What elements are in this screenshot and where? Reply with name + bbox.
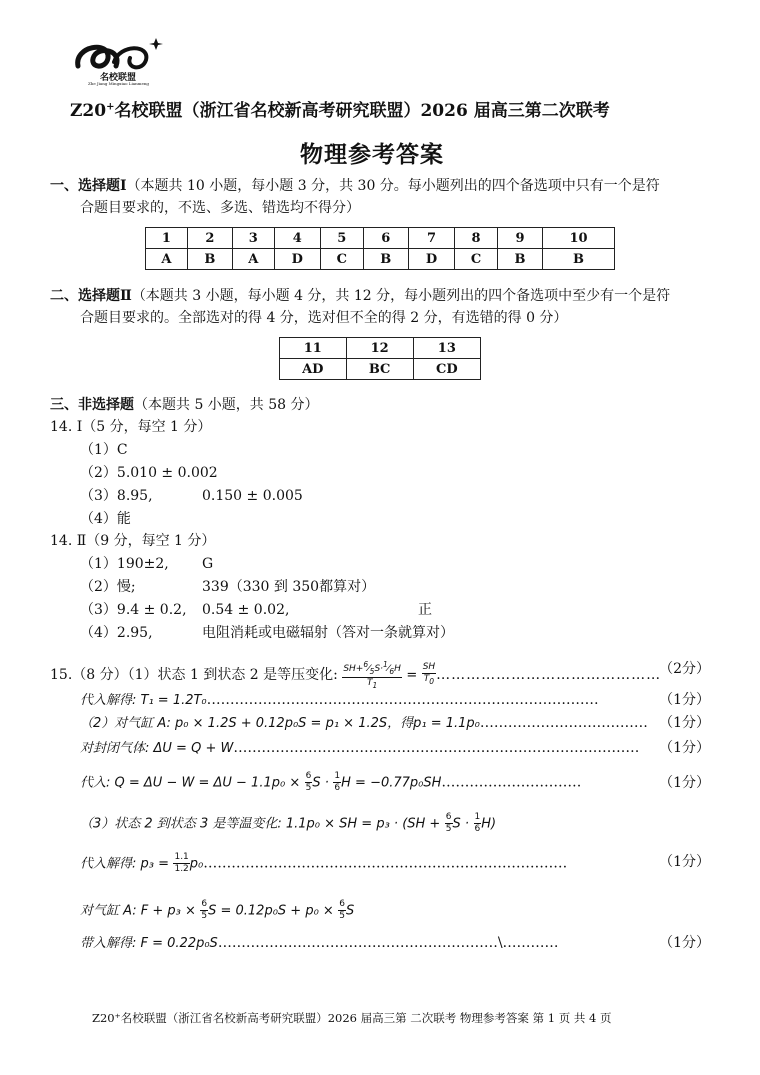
q15-line4: 对封闭气体: ΔU = Q + W……………………………………………………………………………	[80, 740, 640, 756]
header-title-rest: 名校联盟（浙江省名校新高考研究联盟）2026 届高三第二次联考	[114, 101, 610, 121]
answer-table-1	[145, 227, 615, 270]
q15-line3-text: （2）对气缸 A: p₀ × 1.2S + 0.12p₀S = p₁ × 1.2S，得p₁ = 1.1p₀	[80, 716, 480, 731]
section3-desc: （本题共 5 小题，共 58 分）	[134, 397, 319, 413]
q15-line7-post: p₀	[189, 856, 204, 872]
q14b-title: 14. Ⅱ（9 分，每空 1 分）	[50, 533, 216, 549]
answer-cell: D	[274, 249, 320, 270]
q15-line5-pre: 代入: Q = ΔU − W = ΔU − 1.1p₀ ×	[80, 775, 301, 791]
q14b-line2a: （2）慢;	[80, 579, 136, 595]
q15-line5-post: = −0.77p₀SH	[355, 775, 442, 791]
q14b-line2b: 339（330 到 350都算对）	[202, 579, 376, 595]
q15-line7-score: （1分）	[659, 854, 710, 870]
q15-line1: 15.（8 分）（1）状态 1 到状态 2 是等压变化: $\frac{SH+^6⁄_5S\cdot^1⁄_6H}{T_1}$ = $\frac{SH}{T_0}$ ………………………………………	[50, 660, 662, 690]
answer-cell: C	[320, 249, 363, 270]
q14a-line2: （2）5.010 ± 0.002	[80, 465, 218, 481]
header-title-z20: Z20	[70, 101, 107, 121]
question-number-cell: 5	[320, 228, 363, 249]
q14a-title: 14. Ⅰ（5 分，每空 1 分）	[50, 419, 212, 435]
q15-line4-score: （1分）	[659, 740, 710, 756]
answer-cell: B	[363, 249, 408, 270]
section1-desc2: 合题目要求的，不选、多选、错选均不得分）	[80, 200, 360, 216]
q15-line2: 代入解得: T₁ = 1.2T₀…………………………………………………………………………	[80, 692, 599, 708]
q15-line9-score: （1分）	[659, 935, 710, 951]
q15-line6: （3）状态 2 到状态 3 是等温变化: 1.1p₀ × SH = p₃ · (SH + $\frac{6}{5}$ S · $\frac{1}{6}$ H)	[80, 812, 497, 834]
q14b-line1b: G	[202, 556, 214, 572]
question-number-cell: 12	[346, 338, 413, 359]
logo-text: 名校联盟	[100, 73, 137, 83]
question-number-cell: 6	[363, 228, 408, 249]
q15-eq1-left: $\frac{SH+^6⁄_5S\cdot^1⁄_6H}{T_1}$	[343, 660, 401, 690]
answer-table-2-numbers	[280, 338, 481, 359]
q15-line9: 带入解得: F = 0.22p₀S……………………………………………………\…………	[80, 935, 559, 951]
section3-head: 三、非选择题	[50, 397, 134, 413]
logo	[70, 36, 165, 86]
q15-line8-mid: S = 0.12p₀S + p₀ ×	[208, 903, 334, 919]
answer-cell: D	[408, 249, 454, 270]
q15-line8-pre: 对气缸 A: F + p₃ ×	[80, 903, 196, 919]
section2-head: 二、选择题Ⅱ	[50, 288, 132, 304]
question-number-cell: 9	[497, 228, 542, 249]
q15-line8-post: S	[346, 903, 355, 919]
section1-line1	[50, 176, 660, 196]
q14a-line4: （4）能	[80, 511, 131, 527]
q14b-line1a: （1）190±2,	[80, 556, 169, 572]
q15-line9-tail: \	[497, 935, 503, 951]
answer-cell: B	[543, 249, 615, 270]
page-title: 物理参考答案	[300, 141, 444, 168]
section2-desc1: （本题共 3 小题，每小题 4 分，共 12 分，每小题列出的四个备选项中至少有一个是符	[131, 288, 671, 304]
answer-cell: B	[497, 249, 542, 270]
question-number-cell: 11	[280, 338, 347, 359]
section2-desc2: 合题目要求的。全部选对的得 4 分，选对但不全的得 2 分，有选错的得 0 分）	[80, 310, 568, 326]
q14b-line3c: 正	[418, 602, 432, 618]
question-number-cell: 2	[187, 228, 232, 249]
question-number-cell: 13	[413, 338, 480, 359]
answer-table-2-answers	[280, 359, 481, 380]
q15-line9-text: 带入解得: F = 0.22p₀S	[80, 936, 218, 951]
answer-cell: B	[187, 249, 232, 270]
section1-desc1: （本题共 10 小题，每小题 3 分，共 30 分。每小题列出的四个备选项中只有一个是符	[126, 178, 660, 194]
q14b-line4a: （4）2.95,	[80, 625, 153, 641]
answer-cell: C	[455, 249, 498, 270]
q15-line7-pre: 代入解得: p₃ =	[80, 856, 170, 872]
question-number-cell: 10	[543, 228, 615, 249]
q15-line2-text: 代入解得: T₁ = 1.2T₀	[80, 693, 207, 708]
q15-line1-prefix: 15.（8 分）（1）状态 1 到状态 2 是等压变化:	[50, 666, 338, 683]
answer-cell: BC	[346, 359, 413, 380]
question-number-cell: 1	[146, 228, 188, 249]
logo-subtext: Zhe Jiang Mingxiao Lianmeng	[88, 81, 149, 86]
q15-line4-text: 对封闭气体: ΔU = Q + W	[80, 741, 234, 756]
q14b-line4b: 电阻消耗或电磁辐射（答对一条就算对）	[202, 625, 454, 641]
question-number-cell: 4	[274, 228, 320, 249]
answer-cell: A	[146, 249, 188, 270]
q15-line6-post: H)	[481, 816, 497, 832]
q15-line5: 代入: Q = ΔU − W = ΔU − 1.1p₀ × $\frac{6}{5}$ S · $\frac{1}{6}$ H = −0.77p₀SH…………………………	[80, 771, 582, 793]
question-number-cell: 8	[455, 228, 498, 249]
header-title	[70, 96, 610, 121]
answer-table-2	[279, 337, 481, 380]
q15-line1-score: （2分）	[659, 661, 710, 677]
question-number-cell: 7	[408, 228, 454, 249]
question-number-cell: 3	[232, 228, 274, 249]
q14a-line3b: 0.150 ± 0.005	[202, 488, 303, 504]
q15-line5-score: （1分）	[659, 775, 710, 791]
q14a-line3a: （3）8.95,	[80, 488, 153, 504]
q15-eq1-right: $\frac{SH}{T_0}$	[422, 662, 436, 687]
q14b-line3b: 0.54 ± 0.02,	[202, 602, 290, 618]
q15-line3-score: （1分）	[659, 715, 710, 731]
q15-line2-score: （1分）	[659, 692, 710, 708]
section1-head: 一、选择题Ⅰ	[50, 178, 127, 194]
answer-cell: AD	[280, 359, 347, 380]
q15-line3: （2）对气缸 A: p₀ × 1.2S + 0.12p₀S = p₁ × 1.2S，得p₁ = 1.1p₀………………………………	[80, 715, 648, 731]
q15-line6-pre: （3）状态 2 到状态 3 是等温变化: 1.1p₀ × SH = p₃ · (SH +	[80, 816, 441, 832]
q14a-line1: （1）C	[80, 442, 128, 458]
section3-line	[50, 395, 319, 415]
q15-line7: 代入解得: p₃ = $\frac{1.1}{1.2}$ p₀……………………………………………………………………	[80, 852, 568, 874]
answer-table-1-answers	[146, 249, 615, 270]
answer-cell: A	[232, 249, 274, 270]
header-title-sup: +	[106, 101, 115, 113]
q15-line8: 对气缸 A: F + p₃ × $\frac{6}{5}$ S = 0.12p₀S + p₀ × $\frac{6}{5}$ S	[80, 899, 355, 921]
answer-table-1-numbers	[146, 228, 615, 249]
page-footer: Z20⁺名校联盟（浙江省名校新高考研究联盟）2026 届高三第 二次联考 物理参考答案 第 1 页 共 4 页	[92, 1011, 612, 1025]
q14b-line3a: （3）9.4 ± 0.2,	[80, 602, 187, 618]
section2-line1	[50, 286, 670, 306]
answer-cell: CD	[413, 359, 480, 380]
